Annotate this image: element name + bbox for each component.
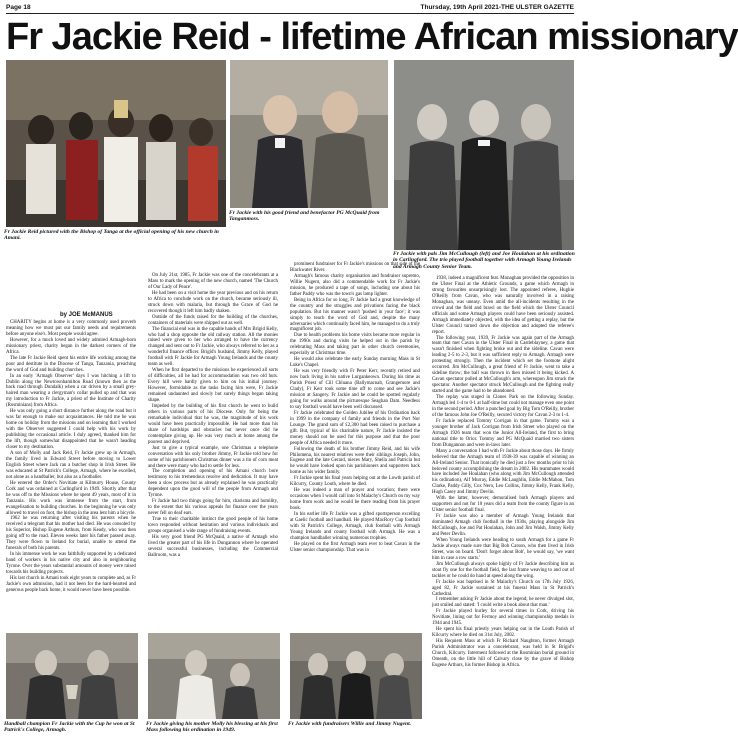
header-rule [6, 13, 574, 14]
paragraph: Many a conversation I had with Fr Jackie about those days. He firmly believed that the Armagh team of 1938-39 was capable of winning an All-Ireland Senior. That ironically he died just a few months prior to his beloved county accomplishing the dream in 2002. His teammates would have included Joe Houlahan (who along with Jim McCullough attended his ordination), Alf Murray, Eddie McLaughlin, Eddie McMahon, Tom Clarke, Paddy Gilly, Cox Nero, Leo Collins, Jimmy Kelly, Frank Kelly, Hugh Casey and Jimmy Devlin. [432, 448, 574, 496]
issue-date: Thursday, 19th April 2021-THE ULSTER GAZETTE [420, 4, 574, 11]
paragraph: With the latter, however, demoralised both Armagh players and supporters and not for 10 years did a team from the county figure in an Ulster senior football final. [432, 496, 574, 514]
paragraph: In his earlier life Fr Jackie was a gifted sportsperson excelling at Gaelic football and handball. He played MacRory Cup football with St Patrick's College, Armagh, club football with Armagh Young Irelands and county football with Armagh. He was a champion handballer winning numerous trophies. [290, 512, 420, 541]
caption-photo2: Fr Jackie with his good friend and benefactor PG McQuaid from Tanganmoss. [229, 210, 380, 223]
paragraph: The completion and opening of his Amani church bore testimony to his tremendous resolve and dedication. It may have been a slow process but as already explained he was practically dependent upon the good will of the people from Armagh and Tyrone. [148, 469, 278, 499]
paragraph: Jim McCullough always spoke highly of Fr Jackie describing him as stout fly one for the football field, the last frame weaving to and out of tackles or he could do hand at speed along the wing. [432, 561, 574, 579]
caption-photo3: Fr Jackie with pals Jim McCullough (left) and Joe Houlahan at his ordination in Carlingford. The trio played football together with Armagh Young Irelands and Armagh County Senior Team. [393, 251, 575, 270]
paragraph: However, for a much loved and widely admired Armagh-born missionary priest, charity began in the darkest corners of the Africa. [6, 337, 136, 355]
caption-photo4: Handball champion Fr Jackie with the Cup he won at St Patrick's College, Armagh. [4, 721, 135, 734]
paragraph: His last church in Amani took eight years to complete and, as Fr Jackie's own admission, had it not been for the hard-hearted and generous people back home, it would never have been possible. [6, 575, 136, 593]
paragraph: He was indeed a man of prayer and vocation; there were occasions when I would call into St Malachy's Church on my way home from work and he would be there reading from his prayer book. [290, 488, 420, 512]
paragraph: Fr Jackie replaced Tommy Corrigan in that game. Tommy was a younger brother of Jack Corrigan from Irish Street who played on the Armagh 1926 team that won the Junior All-Ireland, the first to bring national title to Orior. Tommy and PG McQuaid married two sisters from Dungannon and were in-laws later. [432, 418, 574, 448]
paragraph: Following the death of his brother Jimmy Reid, and his wife Philomena, his nearest relatives were their siblings Joseph, John, Eugene and the late Gerard, nieces Mary, Sheila and Patricia but he would have looked upon his parishioners and supporters back home as his wider family. [290, 446, 420, 476]
paragraph: He would also celebrate the early Sunday morning Mass in St Luke's Chapel. [290, 357, 420, 369]
page-number: Page 18 [6, 4, 31, 11]
paragraph: Fr Jackie spent his final years helping out at the Lowth parish of Kilcurry, County Louth, where he died. [290, 476, 420, 488]
caption-photo5: Fr Jackie giving his mother Molly his blessing at his first Mass following his ordination in 1949. [146, 721, 278, 734]
paragraph: He was very friendly with Fr Peter Kerr, recently retired and now back living in his native Lurgankeown. During his time as Parish Priest of Cill Chluana (Ballymacnab, Grangemore and Clady), Fr Kerr took some time off to come and see Jackie's mission at Sangery. Fr Jackie and he could be spotted regularly going for walks around the picturesque Seaghan Dam. Needless to say football would have been well discussed. [290, 369, 420, 410]
paragraph: CHARITY begins at home is a very commonly used proverb meaning how we must put our family needs and requirements before anyone else's. Most people would agree. [6, 320, 136, 337]
photo-bishop-church-opening [6, 60, 226, 227]
paragraph: He spent his final priestly years helping out in the Louth Parish of Kilcurry where he died on 31st July, 2002. [432, 627, 574, 639]
paragraph: Impeded by the building of his first church he went to build others in various parts of his Diocese. Only for being the remarkable individual that he was, the magnitude of his work would have been practically impossible. He had more than his share of hardships and obstacles but never once did he contemplate giving up. He was very much at home among the poorest and deprived. [148, 403, 278, 445]
article-column-3 [290, 262, 420, 630]
photo-with-pg-mcquaid [230, 60, 388, 208]
paragraph: He entered the Order's Novitiate at Kilmurry House, County Cork and was ordained at Carlingford in 1949. Shortly after that he was off to the Missions where he spent 49 years, most of it in Tanzania. His work was immense from the start, from evangelisation to building churches. In the beginning he was only allowed to travel on foot, the bishop in the area lent him a bicycle. [6, 480, 136, 516]
paragraph: He played on the first Armagh team ever to beat Cavan in the Ulster senior championship. That was in [290, 541, 420, 553]
paragraph: The following year, 1939, Fr Jackie was again part of the Armagh team that met Cavan in the Ulster Final in Castleblayney, a game that wasn't finished when fighting broke out and the sideline. Cavan were leading 2-5 to 2-3, but it was sufficient reply to Armagh. Armagh were protesting strongly. Then the incident which set the footnote alight occurred. Jim McCullough, a great friend of Fr Jackie, went to take a sideline throw; the ball was thrown in then missed it being kicked. A Cavan spectator pulled at McCullough's arm, whereupon Jim struck the spectator. Another spectator struck McCullough and the fighting really started and the game had to be abandoned. [432, 335, 574, 395]
paragraph: He had been on a visit home the year previous and on his return to Africa to conclude work on the church, became seriously ill, struck down with malaria, but through the Grace of God he recovered though it left him badly shaken. [148, 290, 278, 314]
paragraph: Fr Jackie was baptised in St Malachy's Church on 17th July 1926, aged 82, Fr Jackie sustained at his funeral Mass in St Patrick's Cathedral. [432, 579, 574, 597]
paragraph: On July 21st, 1985, Fr Jackie was one of the concelebrants at a Mass to mark the opening of the new church, named 'The Church of Our Lady of Peace'. [148, 273, 278, 290]
paragraph: Fr Jackie was also a member of Armagh Young Irelands that dominated Armagh club football in the 1930s, playing alongside Jim McCullough, Joe and Pat Houlahan, John and Jim Walsh, Jimmy Kelly and Peter Devlin. [432, 514, 574, 537]
headline: Fr Jackie Reid - lifetime African missionary [6, 16, 738, 58]
paragraph: The financial end was in the capable hands of Mrs Brigid Kelly, who had a shop opposite the old railway station. All the monies raised were given to her who arranged to have the currency changed and sent out to Fr Jackie, who always referred to her as a wonderful finance officer. Brigid's husband, Jimmy Kelly, played football with Fr Jackie for Armagh Young Irelands and the county team as well. [148, 326, 278, 368]
article-column-4 [432, 276, 574, 733]
caption-photo1: Fr Jackie Reid pictured with the Bishop of Tanga at the official opening of his new church in Amani. [4, 229, 219, 242]
paragraph: He was only going a short distance further along the road but it was far enough to make our acquaintances. He told me he was home on holiday from the missions and on learning that I worked with the Observer suggested I could help with his work by publishing the occasional article. I duly agreed, thanked him for the lift, though somewhat disappointed that he wasn't heading closer to my destination. [6, 409, 136, 451]
article-column-2 [148, 273, 278, 630]
paragraph: In his immense work he was faithfully supported by a dedicated band of workers in his native city and also in neighbouring Tyrone. Over the years substantial amounts of money were raised towards his building projects. [6, 552, 136, 576]
paragraph: His Requiem Mass at which Fr Richard Naughton, former Armagh Parish Administrator was a concelebrant, was held in St Brigid's Church, Kilcurry. Interment followed at the Rosminian burial ground in Omeath, on the little hill of Calvary close by the grave of Bishop Eugene Arthurs, his former Bishop in Africa. [432, 639, 574, 668]
paragraph: In an early 'Armagh Observer' days I was hitching a lift to Dublin along the Newtownhamilton Road (known then as the back road through Dundalk) when a car driven by a small grey-haired man wearing a clergyman's collar pulled up and that was my introduction to Fr Jackie, a priest of the Institute of Charity (Rosminians) from Africa. [6, 373, 136, 409]
paragraph: A son of Molly and Jack Reid, Fr Jackie grew up in Armagh, the family lived in Edward Street before moving to Lower English Street where Jack ran a butcher shop in Irish Street. He was educated at St Patrick's College, Armagh, where he excelled, not alone as a handballer, but also as a footballer. [6, 450, 136, 480]
photo-handball-cup [6, 633, 138, 719]
paragraph: 1938, indeed a magnificent feat. Monaghan provided the opposition in the Ulster Final at the Athletic Grounds, a game which Armagh in strong favourites unsurprisingly lost. The appointed referee, Hughie O'Reilly from Cavan, who was naturally involved in a raising Monaghan, was uneasy. Even amid the all-incidents resulting in the crowd and the field and brawl on the field which the Ulster Council officials and some Armagh players could have been seriously assisted. Armagh immediately objected, with the idea of getting a replay, but the Ulster Council turned down the objection and adopted the referee's report. [432, 276, 574, 335]
paragraph: When Young Irelands were heading to south Armagh for a game Fr Jackie always made sure that Big Bob Carson, who then lived in Irish Street, was on board. 'Don't forget about Bob', he would say, 'we want him in case a row starts.' [432, 537, 574, 561]
paragraph: Outside of the funds raised for the building of the churches, containers of materials were shipped out as well. [148, 314, 278, 326]
article-column-1 [6, 320, 136, 630]
paragraph: When he first departed to the missions he experienced all sorts of difficulties, all he had for accommodation was two old huts. Every hill were hardly given to him on his initial journey. However, formidable as the tasks facing him were, Fr Jackie remained undaunted and slowly but surely things began taking shape. [148, 368, 278, 404]
paragraph: The replay was staged in Clones Park on the following Sunday. Armagh led 1-4 to 0-1 at half-time but could not manage even one point in the second period. After a punched goal by Big Tom O'Reilly, brother of the famous John Joe O'Reilly, secured victory for Cavan 2-3 to 1-4. [432, 395, 574, 418]
paragraph: I remember asking Fr Jackie about the legend; he never divulged slot, just smiled and stated: 'I could write a book about that man.' [432, 597, 574, 609]
photo-with-fundraisers [290, 633, 422, 719]
paragraph: 1962 he was returning after visiting his parents when he received a telegram that his mother had died. He was consoled by his Superior, Bishop Eugene Arthurs, from Keady, who was then going off to the road. Eleven weeks later his father passed away. They were flown to Ireland for burial, unable to attend the funerals of both his parents. [6, 516, 136, 552]
photo-mother-blessing [148, 633, 280, 719]
paragraph: Fr Jackie played hurley for several times in Cork, driving his Novitiate, lining out for Fermoy and winning championship medals in 1944 and 1945. [432, 609, 574, 627]
paragraph: prominent fundraiser for Fr Jackie's missions on that side of the Blackwater River. [290, 262, 420, 273]
paragraph: His very good friend PG McQuaid, a native of Armagh who lived the greater part of his life in Dungannon where he operated several successful businesses, including the Commercial Ballroom, was a [148, 534, 278, 558]
paragraph: Just to give a typical example, one Christmas a telephone conversation with his only brother Jimmy, Fr Jackie told how for some of his parishioners Christmas dinner was a tin of corn meat and there were many who had to settle for less. [148, 445, 278, 469]
paragraph: Being in Africa for so long, Fr Jackie had a great knowledge of the country and the struggles and privations facing the black population. But his manner wasn't 'pushed in your face'; it was simply to teach the word of God and, despite the many adversaries which continually faced him, he managed to do a truly magnificent job. [290, 297, 420, 333]
paragraph: True to their charitable instinct the good people of his home town responded without hesitation and various individuals and groups organised a wide range of fundraising events. [148, 517, 278, 534]
byline: by JOE McMANUS [60, 312, 113, 318]
paragraph: Due to health problems his home visits became more regular in the 1990s and during visits he helped out in the parish by celebrating Mass and taking part in other church ceremonies, especially at Christmas time. [290, 333, 420, 357]
caption-photo6: Fr Jackie with fundraisers Willie and Jimmy Nugent. [288, 721, 412, 727]
photo-ordination-trio [394, 60, 574, 250]
paragraph: Fr Jackie celebrated the Golden Jubilee of his Ordination back in 1999 in the company of family and friends in the Port Nor Lounge. The grand sum of £2,300 had been raised to purchase a gift. But, typical of his charitable nature, Fr Jackie insisted the money should not be used for this purpose and that the poor people of Africa needed it more. [290, 410, 420, 446]
paragraph: Armagh's famous charity organisation and fundraiser supremo, Willie Nugent, also did a commendable work for Fr Jackie's mission, he produced a tape of songs, including one about his father Paddy who was the town's gas lamp lighter. [290, 273, 420, 297]
paragraph: Fr Jackie had two things going for him, charisma and humility, to the extent that his various appeals for finance over the years never fell on deaf ears. [148, 499, 278, 517]
paragraph: The late Fr Jackie Reid spent his entire life working among the poor and destitute in the Diocese of Tanga, Tanzania, preaching the word of God and building churches. [6, 355, 136, 373]
